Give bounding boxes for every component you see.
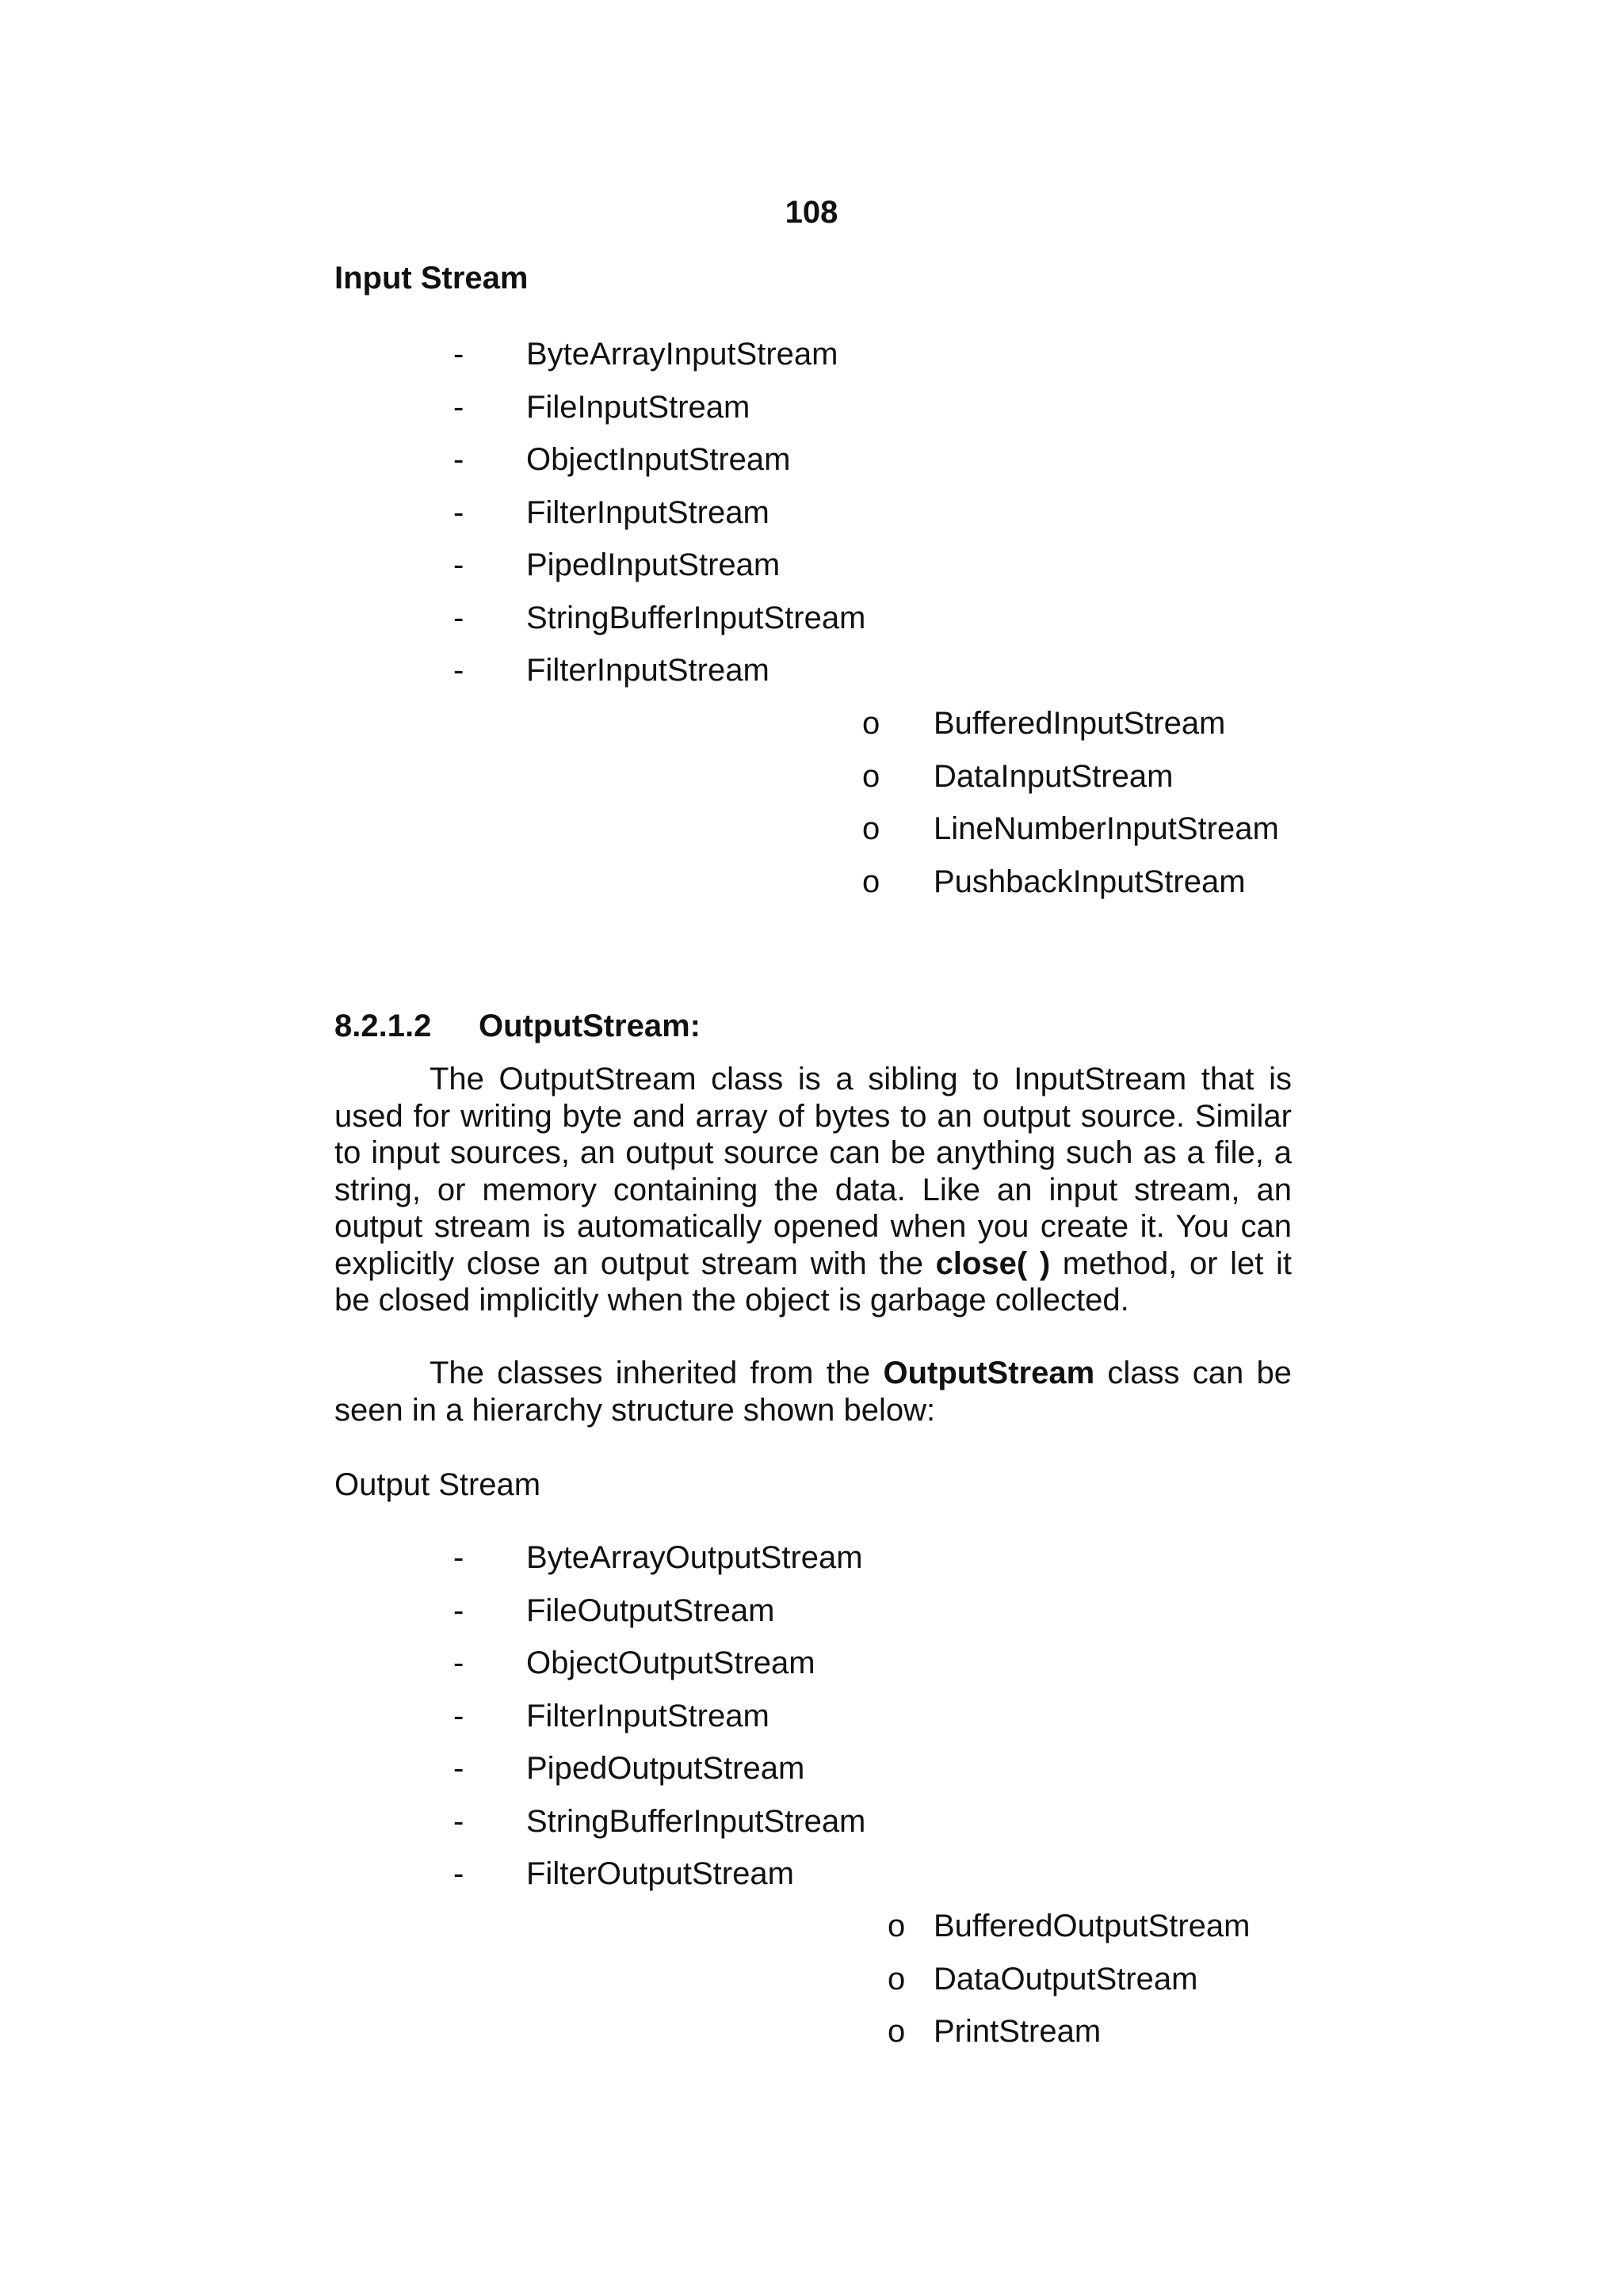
dash-marker: - (453, 494, 464, 530)
dash-marker: - (453, 1698, 464, 1733)
list-item (862, 856, 1279, 909)
dash-marker: - (453, 442, 464, 477)
list-item (862, 697, 1279, 750)
list-item-label: PushbackInputStream (934, 864, 1246, 899)
circle-bullet-marker: o (862, 864, 880, 899)
list-item (862, 750, 1279, 803)
list-item (888, 2005, 1251, 2058)
dash-marker: - (453, 1751, 464, 1786)
input-stream-list (453, 328, 865, 697)
list-item-label: StringBufferInputStream (526, 1803, 866, 1839)
list-item (453, 381, 865, 434)
filter-output-stream-sublist (888, 1900, 1251, 2058)
list-item (453, 1637, 865, 1690)
list-item (453, 433, 865, 486)
list-item-label: DataInputStream (934, 758, 1174, 794)
list-item-label: LineNumberInputStream (934, 811, 1279, 846)
list-item (888, 1953, 1251, 2006)
list-item-label: DataOutputStream (934, 1961, 1198, 1997)
circle-bullet-marker: o (862, 811, 880, 846)
circle-bullet-marker: o (862, 706, 880, 741)
dash-marker: - (453, 600, 464, 635)
list-item (453, 1742, 865, 1795)
list-item-label: ByteArrayInputStream (526, 337, 838, 372)
list-item (453, 1848, 865, 1901)
list-item (888, 1900, 1251, 1953)
list-item (453, 592, 865, 645)
list-item-label: PrintStream (934, 2014, 1102, 2049)
list-item (453, 539, 865, 592)
dash-marker: - (453, 1856, 464, 1891)
list-item (862, 803, 1279, 856)
dash-marker: - (453, 389, 464, 425)
circle-bullet-marker: o (888, 2014, 906, 2049)
list-item-label: FileInputStream (526, 389, 750, 425)
dash-marker: - (453, 1646, 464, 1680)
paragraph-bold-text: OutputStream (883, 1356, 1095, 1390)
dash-marker: - (453, 1592, 464, 1628)
dash-marker: - (453, 337, 464, 372)
dash-marker: - (453, 1803, 464, 1839)
section-number: 8.2.1.2 (334, 1009, 432, 1043)
list-item-label: PipedOutputStream (526, 1751, 805, 1786)
output-stream-list (453, 1531, 865, 1901)
paragraph-text: The classes inherited from the (430, 1356, 884, 1390)
input-stream-heading: Input Stream (334, 261, 529, 296)
page-number: 108 (785, 195, 838, 230)
paragraph-text: class can be seen in a hierarchy structure shown below: (334, 1356, 1292, 1428)
list-item-label: StringBufferInputStream (526, 600, 866, 635)
list-item (453, 1585, 865, 1638)
dash-marker: - (453, 547, 464, 582)
list-item-label: ObjectOutputStream (526, 1646, 815, 1680)
list-item-label: BufferedOutputStream (934, 1909, 1251, 1943)
list-item-label: ByteArrayOutputStream (526, 1540, 863, 1575)
list-item (453, 1795, 865, 1848)
paragraph-text: method, or let it be closed implicitly when the object is garbage collected. (334, 1245, 1292, 1318)
list-item-label: PipedInputStream (526, 547, 781, 582)
dash-marker: - (453, 653, 464, 688)
section-title: OutputStream: (479, 1009, 701, 1043)
circle-bullet-marker: o (862, 758, 880, 794)
list-item (453, 328, 865, 381)
list-item (453, 1531, 865, 1585)
list-item-label: FileOutputStream (526, 1592, 775, 1628)
list-item-label: FilterInputStream (526, 494, 769, 530)
list-item (453, 644, 865, 697)
list-item (453, 1690, 865, 1743)
list-item-label: ObjectInputStream (526, 442, 791, 477)
circle-bullet-marker: o (888, 1961, 906, 1997)
body-paragraph (334, 1355, 1292, 1428)
filter-input-stream-sublist (862, 697, 1279, 908)
list-item-label: FilterInputStream (526, 1698, 769, 1733)
paragraph-bold-text: close( ) (935, 1245, 1051, 1281)
section-heading (334, 1007, 701, 1045)
paragraph-text: The OutputStream class is a sibling to InputStream that is used for writing byte and array of bytes to an output source. Similar to input sources, an output source can be anything such as a file, a string, or memory containing the data. Like an input stream, an output stream is automatically opened when you create it. You can explicitly close an output stream with the (334, 1062, 1292, 1281)
list-item (453, 486, 865, 540)
list-item-label: BufferedInputStream (934, 706, 1226, 741)
circle-bullet-marker: o (888, 1909, 906, 1943)
body-paragraph (334, 1061, 1292, 1319)
list-item-label: FilterInputStream (526, 653, 769, 688)
output-stream-label: Output Stream (334, 1467, 541, 1502)
list-item-label: FilterOutputStream (526, 1856, 794, 1891)
dash-marker: - (453, 1540, 464, 1575)
